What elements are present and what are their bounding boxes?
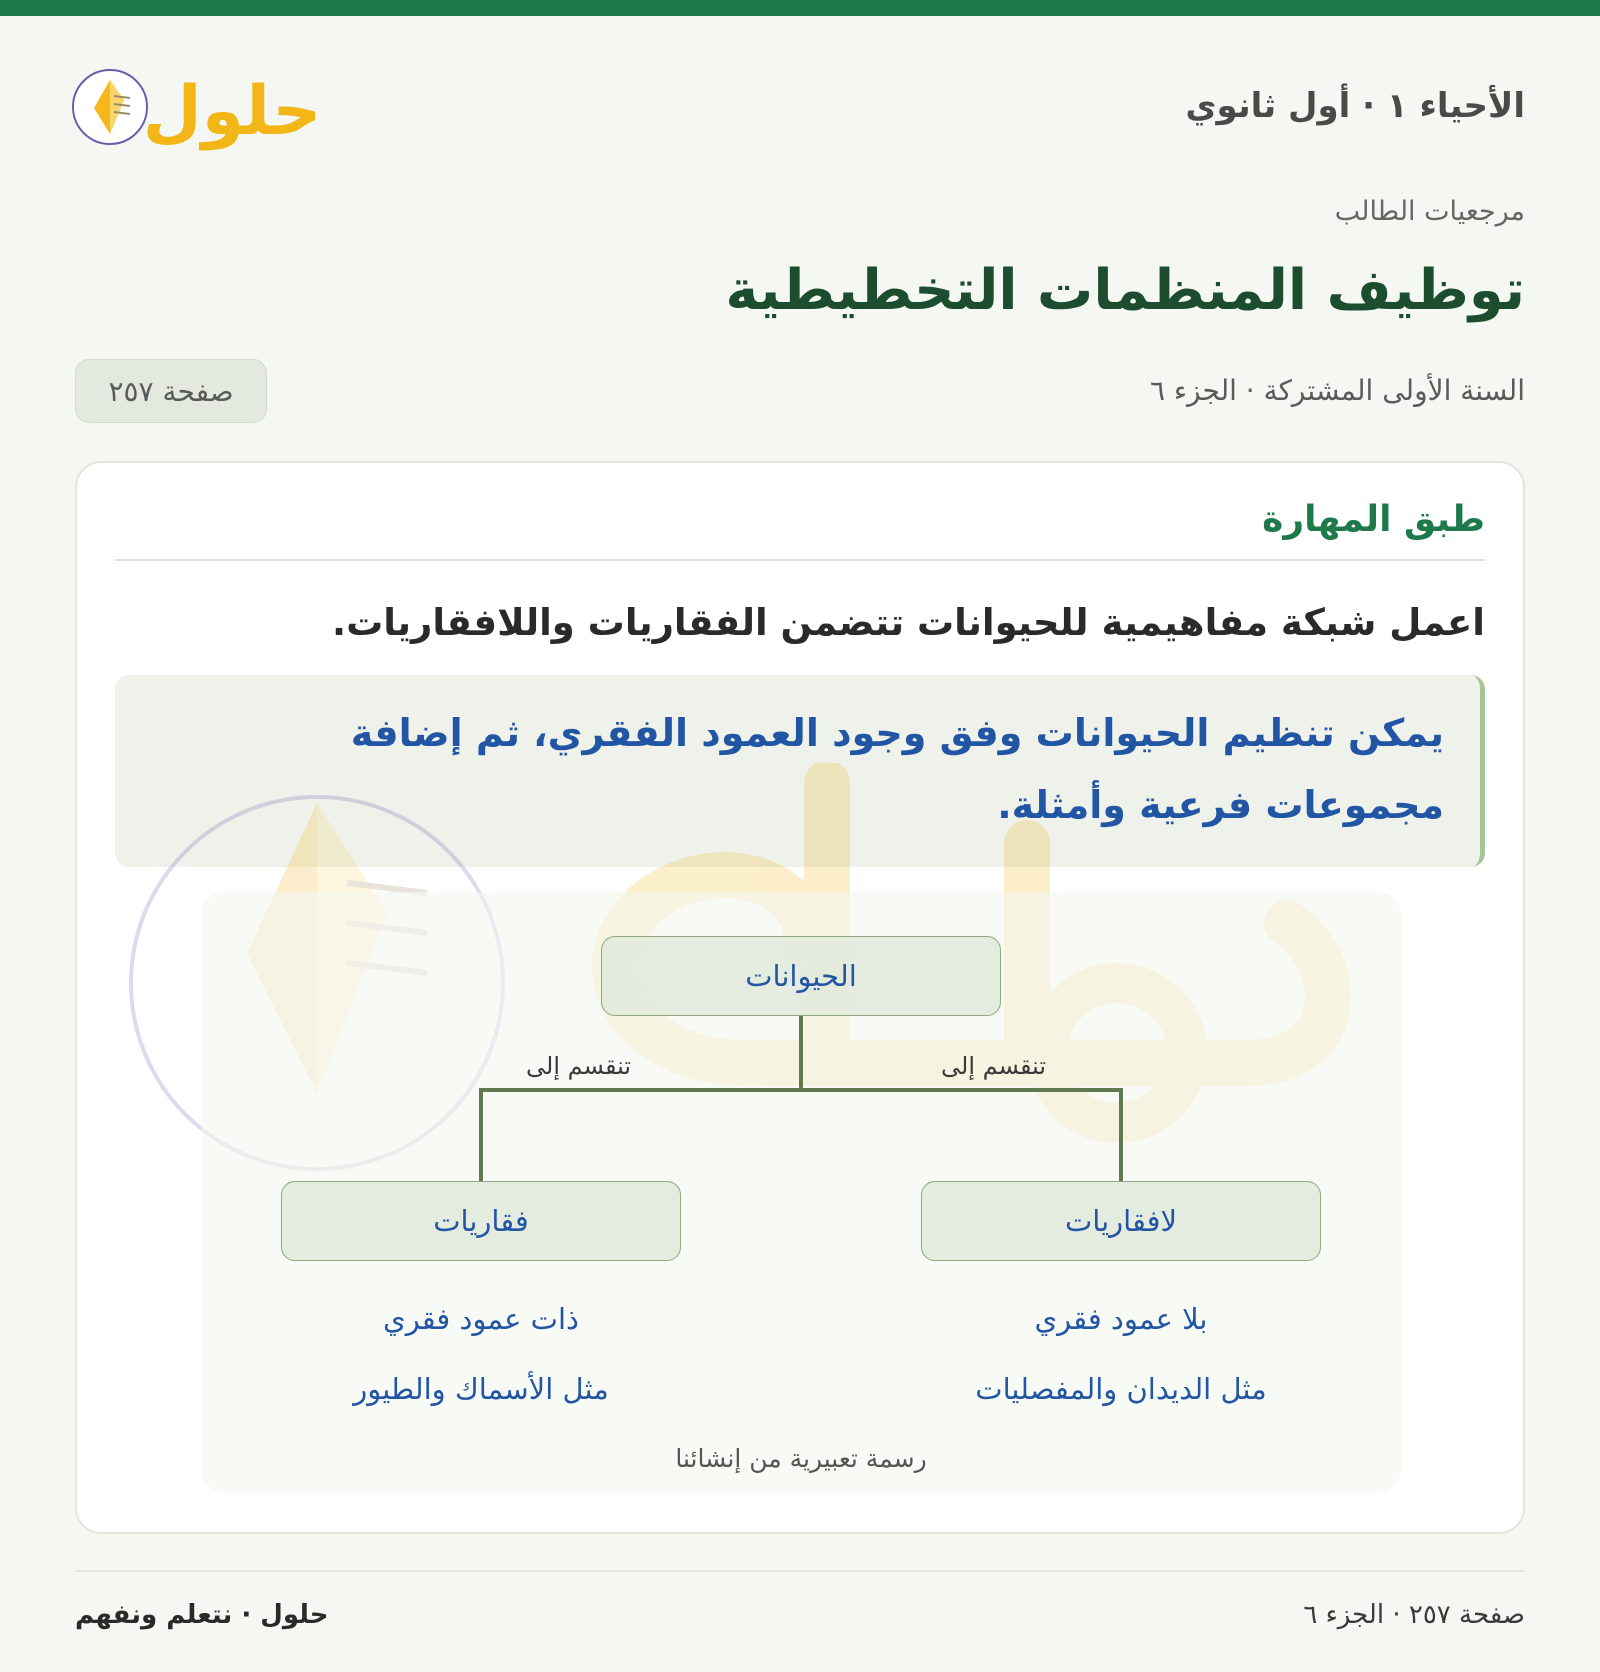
page-title: توظيف المنظمات التخطيطية xyxy=(725,258,1525,323)
footer-brand: حلول · نتعلم ونفهم xyxy=(75,1600,329,1630)
course-title: الأحياء ١ · أول ثانوي xyxy=(1185,86,1525,126)
hulul-logo[interactable] xyxy=(72,52,342,162)
page-number-badge: صفحة ٢٥٧ xyxy=(75,359,267,423)
task-text: اعمل شبكة مفاهيمية للحيوانات تتضمن الفقاريات واللافقاريات. xyxy=(332,601,1485,644)
logo-text: حلول xyxy=(142,72,322,151)
vertebrates-description: ذات عمود فقري xyxy=(383,1302,579,1336)
invertebrates-examples: مثل الديدان والمفصليات xyxy=(975,1372,1267,1406)
vertebrates-examples: مثل الأسماك والطيور xyxy=(353,1372,609,1406)
node-invertebrates: لافقاريات xyxy=(921,1181,1321,1261)
answer-line-1: يمكن تنظيم الحيوانات وفق وجود العمود الفقري، ثم إضافة xyxy=(350,711,1444,755)
footer-divider xyxy=(75,1570,1525,1572)
skill-card xyxy=(75,461,1525,1534)
node-animals: الحيوانات xyxy=(601,936,1001,1016)
diagram-caption: رسمة تعبيرية من إنشائنا xyxy=(675,1444,927,1473)
edge-label-left: تنقسم إلى xyxy=(526,1052,632,1080)
top-accent-bar xyxy=(0,0,1600,16)
section-label: مرجعيات الطالب xyxy=(1334,196,1525,227)
footer-page-info: صفحة ٢٥٧ · الجزء ٦ xyxy=(1303,1600,1525,1630)
node-vertebrates: فقاريات xyxy=(281,1181,681,1261)
logo-icon xyxy=(72,52,342,162)
edge-label-right: تنقسم إلى xyxy=(941,1052,1047,1080)
answer-box xyxy=(115,675,1485,867)
concept-map xyxy=(201,892,1401,1492)
card-heading: طبق المهارة xyxy=(1262,499,1485,540)
answer-line-2: مجموعات فرعية وأمثلة. xyxy=(997,783,1444,827)
page-subtitle: السنة الأولى المشتركة · الجزء ٦ xyxy=(1149,374,1525,407)
invertebrates-description: بلا عمود فقري xyxy=(1034,1302,1208,1336)
card-divider xyxy=(115,559,1485,561)
